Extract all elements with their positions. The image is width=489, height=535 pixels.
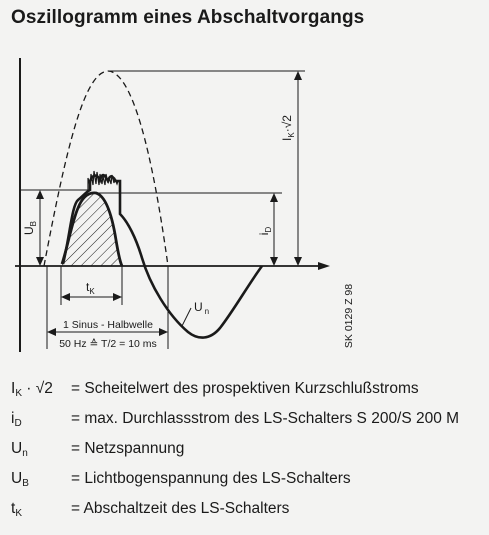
ik-label: $I_K\cdot√2$ <box>280 115 296 141</box>
legend-text: = Scheitelwert des prospektiven Kurzschlußstroms <box>71 380 419 397</box>
un-label: U $_n$ <box>194 300 210 316</box>
ub-label: $U_B$ <box>22 220 38 236</box>
legend-row-tk <box>11 500 481 530</box>
legend-symbol: $U_n$ <box>11 440 28 459</box>
page-title: Oszillogramm eines Abschaltvorgangs <box>11 7 365 28</box>
halbwelle-label: 1 Sinus - Halbwelle <box>63 319 153 331</box>
legend-symbol: $U_B$ <box>11 470 29 489</box>
frequency-label: 50 Hz ≙ T/2 = 10 ms <box>59 338 157 350</box>
legend-row-ub <box>11 470 481 500</box>
legend-text: = max. Durchlassstrom des LS-Schalters S 200/S 200 M <box>71 410 460 427</box>
tk-label: $t_K$ <box>86 280 95 296</box>
drawing-code: SK 0129 Z 98 <box>343 283 355 349</box>
legend-text: = Abschaltzeit des LS-Schalters <box>71 500 290 517</box>
legend-text: = Netzspannung <box>71 440 185 457</box>
legend-symbol: $i_D$ <box>11 410 22 429</box>
arc-voltage-ripple <box>88 171 120 190</box>
legend-row-un <box>11 440 481 470</box>
legend-text: = Lichtbogenspannung des LS-Schalters <box>71 470 351 487</box>
legend-row-ik <box>11 380 481 410</box>
x-axis-arrow <box>318 262 330 270</box>
legend-symbol: $t_K$ <box>11 500 22 519</box>
legend <box>11 380 481 530</box>
legend-symbol: $I_K \cdot √2$ <box>11 380 53 399</box>
id-label: $i_D$ <box>257 226 273 236</box>
legend-row-id <box>11 410 481 440</box>
